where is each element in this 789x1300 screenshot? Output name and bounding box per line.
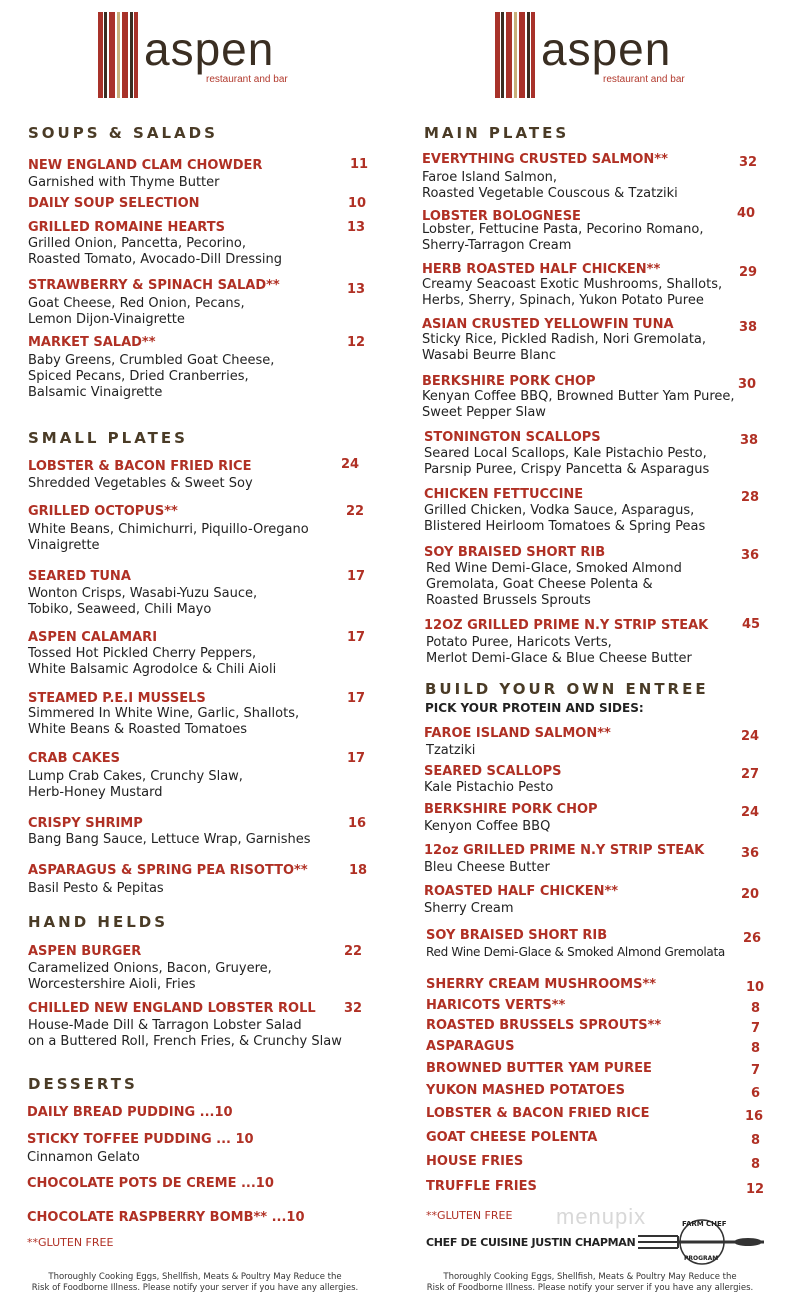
menu-item-name: ROASTED HALF CHICKEN**: [424, 884, 619, 899]
side-item-name: YUKON MASHED POTATOES: [426, 1083, 626, 1098]
side-item-name: TRUFFLE FRIES: [426, 1179, 537, 1194]
menu-item-name: BERKSHIRE PORK CHOP: [424, 802, 598, 817]
menu-item-name: LOBSTER & BACON FRIED RICE: [28, 459, 252, 474]
menu-item-name: FAROE ISLAND SALMON**: [424, 726, 611, 741]
side-item-price: 8: [751, 1041, 761, 1056]
menupix-watermark: menupix: [556, 1204, 647, 1229]
footer-line: Thoroughly Cooking Eggs, Shellfish, Meats & Poultry May Reduce the: [443, 1272, 737, 1282]
menu-item-name: CHICKEN FETTUCCINE: [424, 487, 584, 502]
menu-item-name: GRILLED OCTOPUS**: [28, 504, 178, 519]
menu-item-desc: Baby Greens, Crumbled Goat Cheese,: [28, 353, 275, 368]
menu-item-price: 17: [347, 691, 366, 706]
menu-item-desc: Blistered Heirloom Tomatoes & Spring Peas: [424, 519, 706, 534]
menu-item-name: CHILLED NEW ENGLAND LOBSTER ROLL: [28, 1001, 316, 1016]
menu-item-price: 22: [346, 504, 365, 519]
menu-item-desc: Goat Cheese, Red Onion, Pecans,: [28, 296, 245, 311]
menu-item-price: 24: [741, 805, 760, 820]
menu-item-desc: Caramelized Onions, Bacon, Gruyere,: [28, 961, 272, 976]
menu-item-desc: Simmered In White Wine, Garlic, Shallots,: [28, 706, 300, 721]
menu-item-desc: Faroe Island Salmon,: [422, 170, 558, 185]
menu-item-name: NEW ENGLAND CLAM CHOWDER: [28, 158, 263, 173]
menu-item-price: 16: [348, 816, 367, 831]
section-title-desserts: DESSERTS: [28, 1075, 138, 1093]
aspen-trees-icon: [495, 12, 535, 98]
menu-item-price: 11: [350, 157, 369, 172]
menu-item-name: 12OZ GRILLED PRIME N.Y STRIP STEAK: [424, 618, 709, 633]
badge-mid-text: CHEF: [706, 1220, 727, 1228]
menu-item-name: EVERYTHING CRUSTED SALMON**: [422, 152, 668, 167]
menu-item-desc: Sticky Rice, Pickled Radish, Nori Gremolata,: [422, 332, 707, 347]
footer-line: Risk of Foodborne Illness. Please notify your server if you have any allergies.: [31, 1283, 359, 1293]
menu-item-name: ASPARAGUS & SPRING PEA RISOTTO**: [28, 863, 308, 878]
menu-item-price: 18: [349, 863, 368, 878]
menu-item-price: 20: [741, 887, 760, 902]
menu-item-price: 28: [741, 490, 760, 505]
menu-item-desc: Sherry Cream: [424, 901, 514, 916]
menu-item-price: 38: [739, 320, 758, 335]
menu-item-price: 24: [341, 457, 360, 472]
logo-subtitle: restaurant and bar: [206, 74, 288, 85]
menu-item-desc: White Balsamic Agrodolce & Chili Aioli: [28, 662, 277, 677]
menu-item-price: 24: [741, 729, 760, 744]
menu-item-desc: Tobiko, Seaweed, Chili Mayo: [28, 602, 212, 617]
footer-note: [30, 1272, 360, 1294]
menu-item-desc: Wasabi Beurre Blanc: [422, 348, 557, 363]
menu-item-desc: Lemon Dijon-Vinaigrette: [28, 312, 185, 327]
menu-item-price: 32: [344, 1001, 363, 1016]
menu-item-desc: Lump Crab Cakes, Crunchy Slaw,: [28, 769, 243, 784]
menu-item-name: MARKET SALAD**: [28, 335, 156, 350]
side-item-price: 8: [751, 1001, 761, 1016]
menu-item-price: 13: [347, 220, 366, 235]
side-item-name: ASPARAGUS: [426, 1039, 515, 1054]
menu-item-desc: Roasted Tomato, Avocado-Dill Dressing: [28, 252, 282, 267]
menu-item-name: DAILY SOUP SELECTION: [28, 196, 200, 211]
menu-item-name: STICKY TOFFEE PUDDING ... 10: [27, 1132, 254, 1147]
build-subtitle: PICK YOUR PROTEIN AND SIDES:: [425, 701, 644, 715]
menu-item-price: 22: [344, 944, 363, 959]
menu-item-name: SOY BRAISED SHORT RIB: [424, 545, 606, 560]
menu-item-desc: Grilled Chicken, Vodka Sauce, Asparagus,: [424, 503, 695, 518]
menu-item-desc: Wonton Crisps, Wasabi-Yuzu Sauce,: [28, 586, 258, 601]
menu-item-desc: Potato Puree, Haricots Verts,: [426, 635, 612, 650]
menu-item-name: STONINGTON SCALLOPS: [424, 430, 601, 445]
menu-item-name: ASPEN CALAMARI: [28, 630, 158, 645]
menu-item-price: 26: [743, 931, 762, 946]
menu-item-price: 17: [347, 569, 366, 584]
menu-item-desc: Grilled Onion, Pancetta, Pecorino,: [28, 236, 246, 251]
menu-item-price: 10: [348, 196, 367, 211]
side-item-price: 7: [751, 1021, 761, 1036]
menu-item-desc: House-Made Dill & Tarragon Lobster Salad: [28, 1018, 302, 1033]
menu-item-name: CHOCOLATE RASPBERRY BOMB** ...10: [27, 1210, 305, 1225]
menu-item-desc: Lobster, Fettucine Pasta, Pecorino Romano,: [422, 222, 704, 237]
menu-item-desc: Basil Pesto & Pepitas: [28, 881, 164, 896]
section-title-soups: SOUPS & SALADS: [28, 124, 218, 142]
menu-item-name: ASPEN BURGER: [28, 944, 142, 959]
chef-credit: CHEF DE CUISINE JUSTIN CHAPMAN: [426, 1236, 636, 1249]
menu-item-name: CHOCOLATE POTS DE CREME ...10: [27, 1176, 274, 1191]
menu-item-desc: Red Wine Demi-Glace, Smoked Almond: [426, 561, 682, 576]
section-title-hand-helds: HAND HELDS: [28, 913, 169, 931]
menu-item-desc: White Beans, Chimichurri, Piquillo-Oregano: [28, 522, 309, 537]
menu-item-desc: Kenyan Coffee BBQ, Browned Butter Yam Puree,: [422, 389, 735, 404]
menu-item-desc: Spiced Pecans, Dried Cranberries,: [28, 369, 249, 384]
badge-bottom-text: PROGRAM: [684, 1255, 719, 1262]
gluten-free-note: **GLUTEN FREE: [426, 1209, 513, 1222]
menu-item-desc: Tzatziki: [426, 743, 476, 758]
logo-word: aspen: [541, 23, 672, 75]
menu-item-price: 13: [347, 282, 366, 297]
menu-item-price: 17: [347, 630, 366, 645]
logo-word: aspen: [144, 23, 275, 75]
side-item-name: HARICOTS VERTS**: [426, 998, 566, 1013]
menu-item-name: GRILLED ROMAINE HEARTS: [28, 220, 225, 235]
side-item-price: 10: [746, 980, 765, 995]
side-item-name: LOBSTER & BACON FRIED RICE: [426, 1106, 650, 1121]
side-item-name: SHERRY CREAM MUSHROOMS**: [426, 977, 657, 992]
menu-item-desc: Roasted Vegetable Couscous & Tzatziki: [422, 186, 678, 201]
menu-item-price: 36: [741, 548, 760, 563]
section-title-small-plates: SMALL PLATES: [28, 429, 188, 447]
menu-item-desc: Parsnip Puree, Crispy Pancetta & Asparagus: [424, 462, 710, 477]
section-title-build-your-own: BUILD YOUR OWN ENTREE: [425, 680, 709, 698]
menu-item-price: 29: [739, 265, 758, 280]
menu-item-desc: Kenyon Coffee BBQ: [424, 819, 551, 834]
side-item-name: HOUSE FRIES: [426, 1154, 524, 1169]
side-item-price: 12: [746, 1182, 765, 1197]
menu-item-desc: Tossed Hot Pickled Cherry Peppers,: [28, 646, 257, 661]
menu-item-desc: on a Buttered Roll, French Fries, & Crunchy Slaw: [28, 1034, 342, 1049]
menu-item-desc: Herb-Honey Mustard: [28, 785, 163, 800]
menu-item-price: 40: [737, 206, 756, 221]
farm-to-chef-badge: [638, 1218, 768, 1266]
menu-item-desc: Cinnamon Gelato: [27, 1150, 140, 1165]
menu-item-desc: Balsamic Vinaigrette: [28, 385, 163, 400]
logo-right: [495, 12, 695, 102]
menu-item-desc: Roasted Brussels Sprouts: [426, 593, 591, 608]
menu-item-price: 17: [347, 751, 366, 766]
side-item-name: GOAT CHEESE POLENTA: [426, 1130, 598, 1145]
side-item-name: BROWNED BUTTER YAM PUREE: [426, 1061, 652, 1076]
side-item-name: ROASTED BRUSSELS SPROUTS**: [426, 1018, 662, 1033]
menu-item-price: 12: [347, 335, 366, 350]
menu-item-name: SEARED SCALLOPS: [424, 764, 562, 779]
side-item-price: 16: [745, 1109, 764, 1124]
menu-item-price: 38: [740, 433, 759, 448]
footer-line: Risk of Foodborne Illness. Please notify your server if you have any allergies.: [426, 1283, 754, 1293]
menu-item-desc: Garnished with Thyme Butter: [28, 175, 220, 190]
menu-item-name: STEAMED P.E.I MUSSELS: [28, 691, 206, 706]
section-title-main-plates: MAIN PLATES: [424, 124, 570, 142]
gluten-free-note: **GLUTEN FREE: [27, 1236, 114, 1249]
menu-item-price: 45: [742, 617, 761, 632]
side-item-price: 8: [751, 1157, 761, 1172]
menu-item-name: 12oz GRILLED PRIME N.Y STRIP STEAK: [424, 843, 705, 858]
side-item-price: 6: [751, 1086, 761, 1101]
menu-item-desc: Red Wine Demi-Glace & Smoked Almond Gremolata: [426, 945, 725, 959]
menu-item-desc: Gremolata, Goat Cheese Polenta &: [426, 577, 653, 592]
menu-item-desc: Seared Local Scallops, Kale Pistachio Pesto,: [424, 446, 707, 461]
menu-item-price: 36: [741, 846, 760, 861]
menu-item-name: CRISPY SHRIMP: [28, 816, 143, 831]
menu-item-name: ASIAN CRUSTED YELLOWFIN TUNA: [422, 317, 674, 332]
menu-item-name: HERB ROASTED HALF CHICKEN**: [422, 262, 661, 277]
menu-item-price: 32: [739, 155, 758, 170]
side-item-price: 8: [751, 1133, 761, 1148]
menu-item-name: STRAWBERRY & SPINACH SALAD**: [28, 278, 280, 293]
menu-item-desc: Shredded Vegetables & Sweet Soy: [28, 476, 253, 491]
menu-item-desc: Vinaigrette: [28, 538, 100, 553]
badge-top-text: FARM: [682, 1220, 704, 1228]
footer-line: Thoroughly Cooking Eggs, Shellfish, Meats & Poultry May Reduce the: [48, 1272, 342, 1282]
menu-item-desc: Sherry-Tarragon Cream: [422, 238, 572, 253]
menu-item-desc: Merlot Demi-Glace & Blue Cheese Butter: [426, 651, 692, 666]
menu-item-desc: Bleu Cheese Butter: [424, 860, 550, 875]
menu-item-name: DAILY BREAD PUDDING ...10: [27, 1105, 233, 1120]
aspen-trees-icon: [98, 12, 138, 98]
logo-subtitle: restaurant and bar: [603, 74, 685, 85]
menu-item-price: 27: [741, 767, 760, 782]
side-item-price: 7: [751, 1063, 761, 1078]
menu-item-desc: Creamy Seacoast Exotic Mushrooms, Shallots,: [422, 277, 723, 292]
menu-item-name: LOBSTER BOLOGNESE: [422, 209, 581, 224]
menu-item-price: 30: [738, 377, 757, 392]
menu-item-name: SOY BRAISED SHORT RIB: [426, 928, 608, 943]
menu-item-desc: Worcestershire Aioli, Fries: [28, 977, 196, 992]
menu-item-desc: Herbs, Sherry, Spinach, Yukon Potato Puree: [422, 293, 704, 308]
menu-item-name: CRAB CAKES: [28, 751, 120, 766]
menu-item-name: SEARED TUNA: [28, 569, 131, 584]
menu-item-name: BERKSHIRE PORK CHOP: [422, 374, 596, 389]
footer-note: [425, 1272, 755, 1294]
menu-item-desc: Kale Pistachio Pesto: [424, 780, 554, 795]
menu-item-desc: Bang Bang Sauce, Lettuce Wrap, Garnishes: [28, 832, 311, 847]
logo-left: [98, 12, 298, 102]
menu-item-desc: White Beans & Roasted Tomatoes: [28, 722, 247, 737]
menu-item-desc: Sweet Pepper Slaw: [422, 405, 546, 420]
